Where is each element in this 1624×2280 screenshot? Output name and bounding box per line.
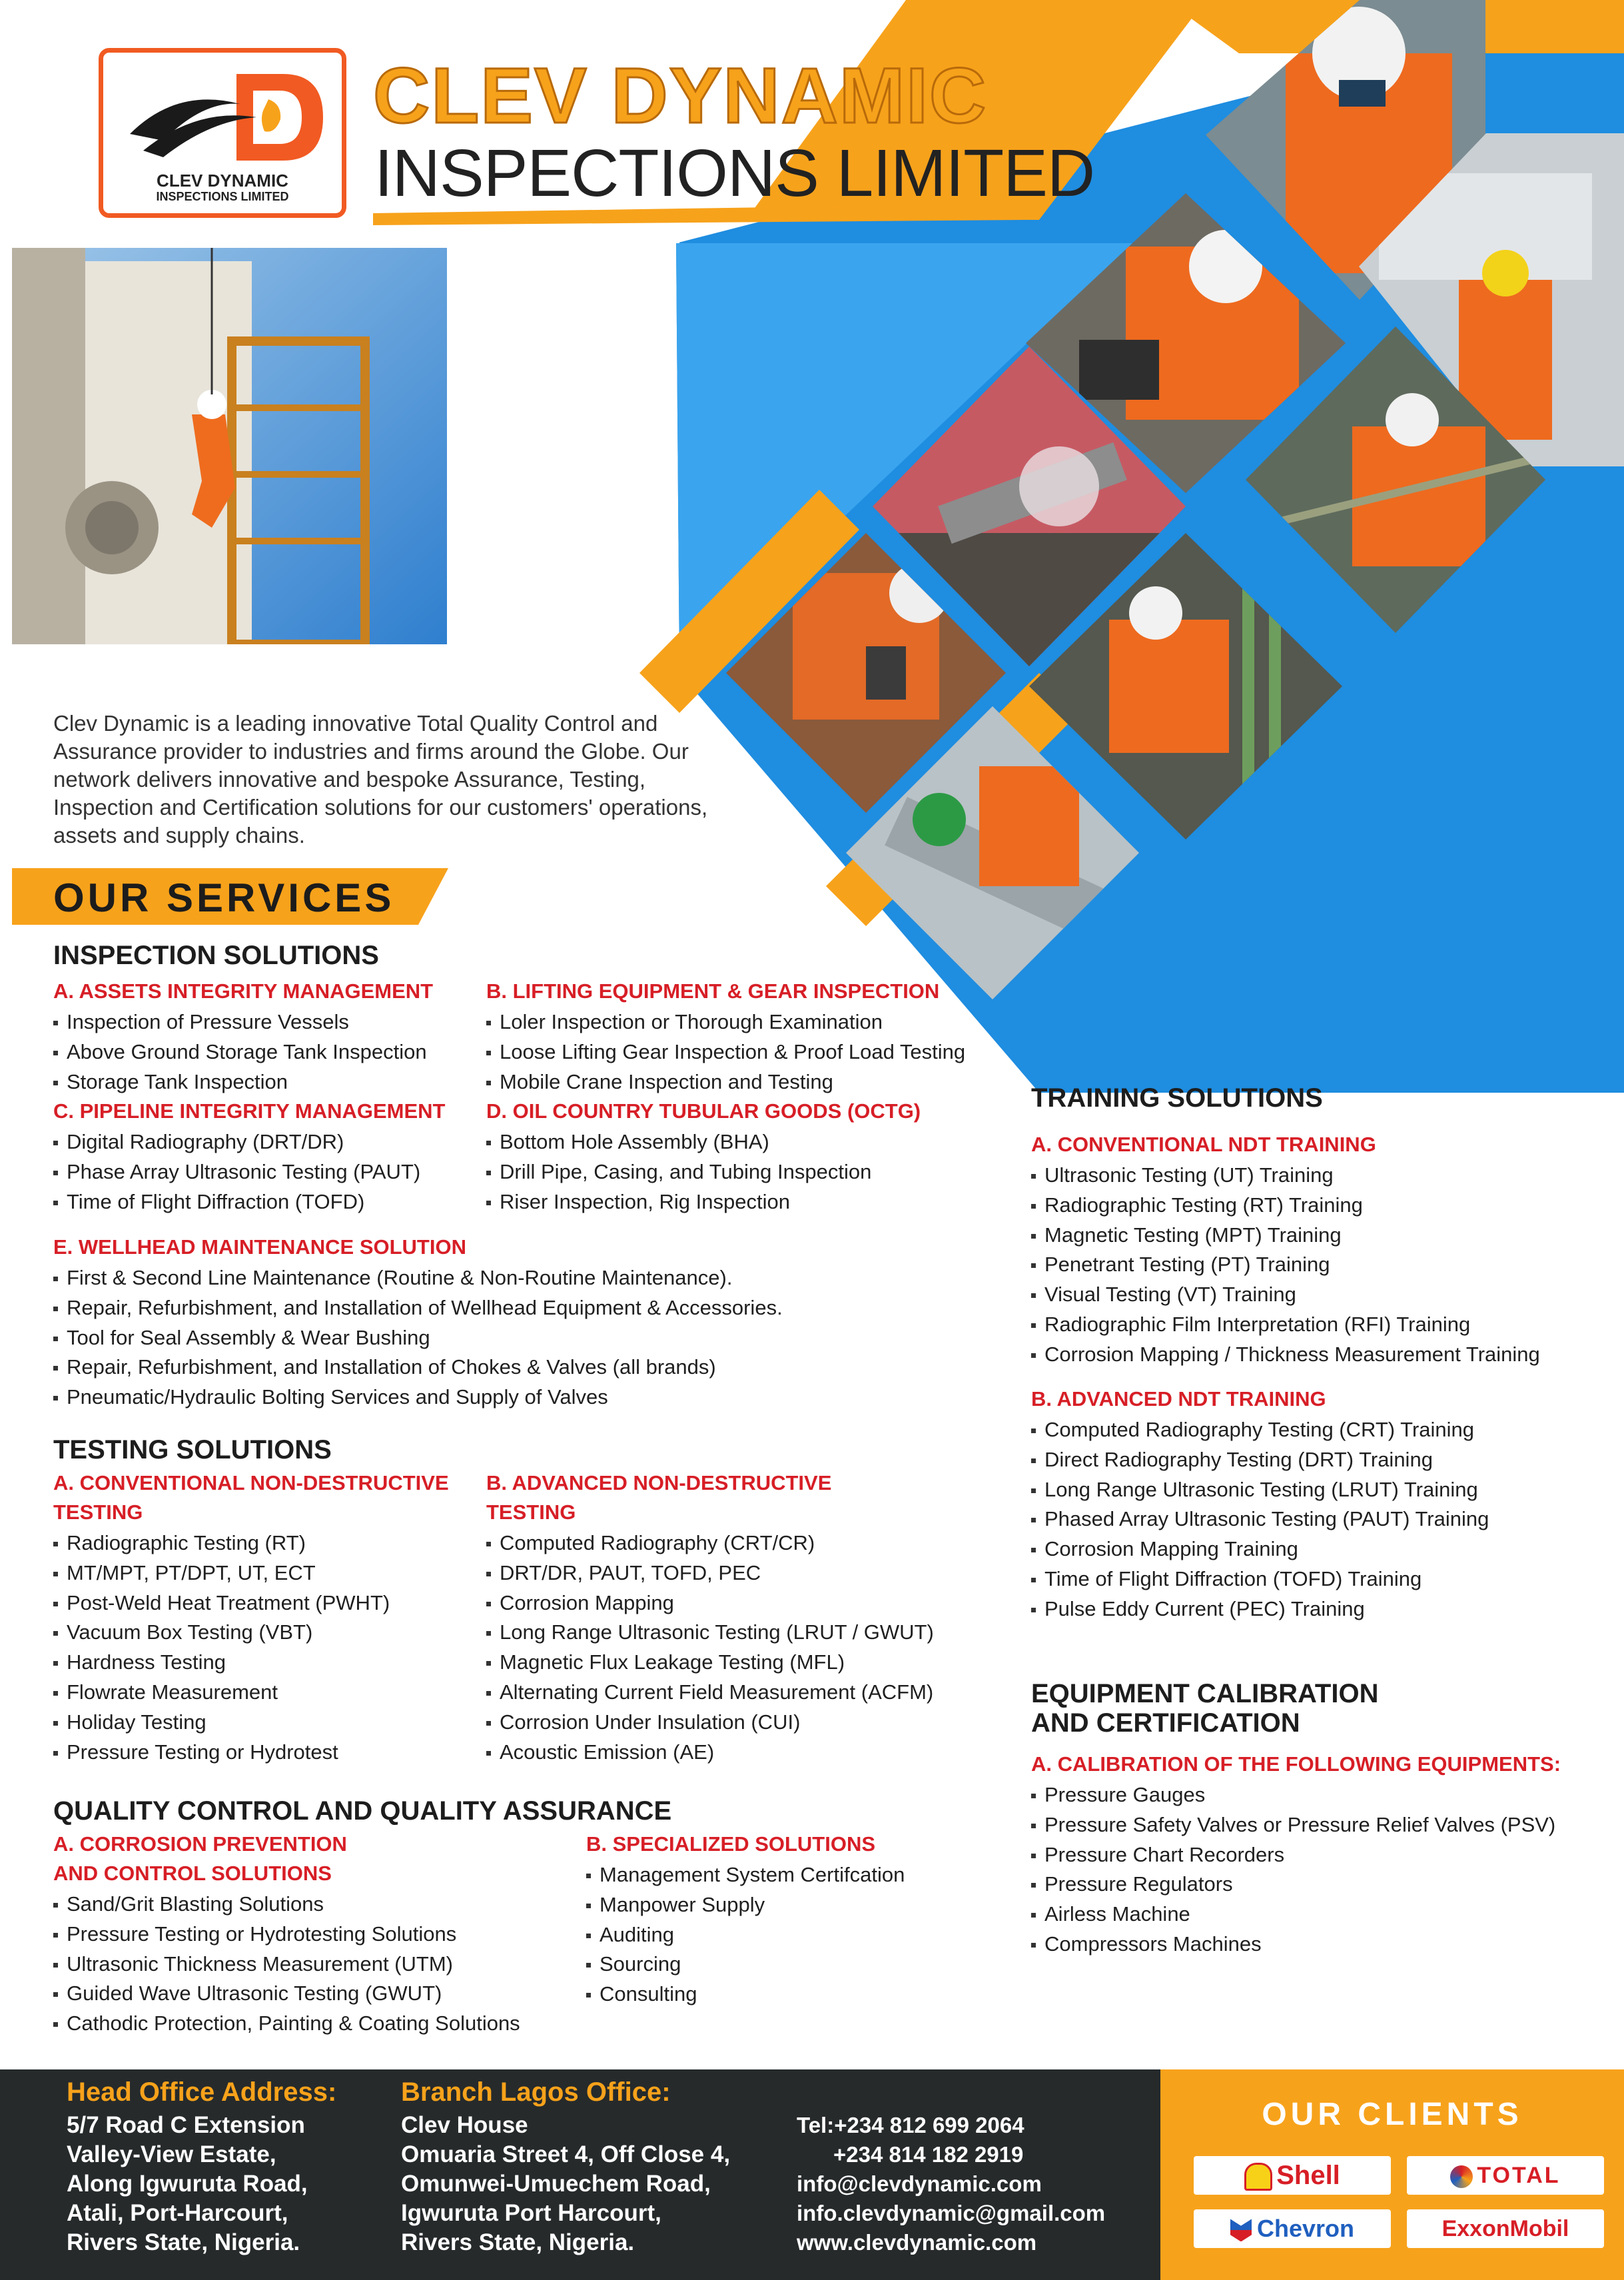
- inspection-c-title: C. PIPELINE INTEGRITY MANAGEMENT: [53, 1099, 446, 1123]
- testing-a-title-line2: TESTING: [53, 1500, 143, 1524]
- client-name-chevron: Chevron: [1256, 2215, 1355, 2242]
- list-item: Pressure Testing or Hydrotesting Solutions: [53, 1920, 520, 1950]
- list-item: Phased Array Ultrasonic Testing (PAUT) Training: [1031, 1504, 1489, 1534]
- logo-emblem-icon: [123, 67, 323, 167]
- inspection-e-title: E. WELLHEAD MAINTENANCE SOLUTION: [53, 1235, 466, 1259]
- list-item: Visual Testing (VT) Training: [1031, 1280, 1540, 1310]
- list-item: Holiday Testing: [53, 1708, 390, 1738]
- testing-a-title: [53, 1468, 449, 1527]
- inspection-b-title: B. LIFTING EQUIPMENT & GEAR INSPECTION: [486, 979, 940, 1003]
- testing-heading: TESTING SOLUTIONS: [53, 1435, 332, 1464]
- list-item: Computed Radiography Testing (CRT) Training: [1031, 1415, 1489, 1445]
- list-item: Above Ground Storage Tank Inspection: [53, 1037, 427, 1067]
- inspection-a-list: [53, 1007, 427, 1097]
- training-a-list: [1031, 1161, 1540, 1370]
- list-item: Pneumatic/Hydraulic Bolting Services and Supply of Valves: [53, 1383, 783, 1413]
- testing-b-title: [486, 1468, 831, 1527]
- list-item: Airless Machine: [1031, 1900, 1555, 1930]
- contact-details: Tel:+234 812 699 2064 +234 814 182 2919 info@clevdynamic.com info.clevdynamic@gmail.com www.clevdynamic.com: [797, 2113, 1106, 2255]
- testing-a-list: [53, 1528, 390, 1767]
- list-item: Post-Weld Heat Treatment (PWHT): [53, 1588, 390, 1618]
- list-item: Pressure Safety Valves or Pressure Relief Valves (PSV): [1031, 1810, 1555, 1840]
- company-logo: [99, 48, 346, 218]
- list-item: Corrosion Mapping / Thickness Measurement Training: [1031, 1340, 1540, 1370]
- list-item: First & Second Line Maintenance (Routine & Non-Routine Maintenance).: [53, 1263, 783, 1293]
- inspection-a-title: A. ASSETS INTEGRITY MANAGEMENT: [53, 979, 434, 1003]
- list-item: Ultrasonic Testing (UT) Training: [1031, 1161, 1540, 1191]
- list-item: Pressure Regulators: [1031, 1870, 1555, 1900]
- list-item: Flowrate Measurement: [53, 1678, 390, 1708]
- training-a-title: A. CONVENTIONAL NDT TRAINING: [1031, 1133, 1376, 1156]
- shell-shell-icon: [1244, 2163, 1272, 2191]
- exxonmobil-logo: [1407, 2209, 1604, 2248]
- calibration-heading: [1031, 1679, 1378, 1738]
- list-item: Phase Array Ultrasonic Testing (PAUT): [53, 1157, 420, 1187]
- list-item: DRT/DR, PAUT, TOFD, PEC: [486, 1558, 934, 1588]
- clients-panel: [1160, 2069, 1624, 2280]
- list-item: Corrosion Mapping Training: [1031, 1534, 1489, 1564]
- list-item: Manpower Supply: [586, 1890, 905, 1920]
- qc-a-title-line2: AND CONTROL SOLUTIONS: [53, 1862, 332, 1885]
- client-name-exxonmobil: ExxonMobil: [1441, 2216, 1569, 2241]
- list-item: Riser Inspection, Rig Inspection: [486, 1187, 871, 1217]
- list-item: Mobile Crane Inspection and Testing: [486, 1067, 965, 1097]
- logo-text-line1: CLEV DYNAMIC: [157, 171, 288, 191]
- list-item: Long Range Ultrasonic Testing (LRUT) Training: [1031, 1475, 1489, 1505]
- list-item: Bottom Hole Assembly (BHA): [486, 1127, 871, 1157]
- qc-a-list: [53, 1890, 520, 2039]
- list-item: Magnetic Flux Leakage Testing (MFL): [486, 1648, 934, 1678]
- list-item: Radiographic Testing (RT) Training: [1031, 1191, 1540, 1221]
- list-item: Loose Lifting Gear Inspection & Proof Load Testing: [486, 1037, 965, 1067]
- intro-paragraph: Clev Dynamic is a leading innovative Total Quality Control and Assurance provider to industries and firms around the Globe. Our network delivers innovative and bespoke Assurance, Testing, Inspection and Certification solutions for our customers' operations, assets and supply chains.: [53, 711, 708, 848]
- calibration-heading-line1: EQUIPMENT CALIBRATION: [1031, 1679, 1379, 1708]
- inspection-c-list: [53, 1127, 420, 1217]
- qc-b-title: B. SPECIALIZED SOLUTIONS: [586, 1832, 876, 1856]
- inspection-b-list: [486, 1007, 965, 1097]
- rope-access-photo: [12, 248, 447, 644]
- total-swirl-icon: [1450, 2165, 1473, 2188]
- logo-wordmark: [103, 173, 342, 205]
- list-item: Direct Radiography Testing (DRT) Training: [1031, 1445, 1489, 1475]
- list-item: Penetrant Testing (PT) Training: [1031, 1250, 1540, 1280]
- list-item: Inspection of Pressure Vessels: [53, 1007, 427, 1037]
- calibration-a-list: [1031, 1780, 1555, 1960]
- testing-b-list: [486, 1528, 934, 1767]
- list-item: Sand/Grit Blasting Solutions: [53, 1890, 520, 1920]
- branch-office-address: Clev House Omuaria Street 4, Off Close 4, Omunwei-Umuechem Road, Igwuruta Port Harcourt, Rivers State, Nigeria.: [401, 2112, 731, 2255]
- list-item: Radiographic Film Interpretation (RFI) Training: [1031, 1310, 1540, 1340]
- list-item: Corrosion Mapping: [486, 1588, 934, 1618]
- training-b-list: [1031, 1415, 1489, 1624]
- list-item: Consulting: [586, 1980, 905, 2009]
- list-item: Storage Tank Inspection: [53, 1067, 427, 1097]
- inspection-heading: INSPECTION SOLUTIONS: [53, 941, 379, 970]
- calibration-a-title: A. CALIBRATION OF THE FOLLOWING EQUIPMENTS:: [1031, 1752, 1561, 1776]
- list-item: Tool for Seal Assembly & Wear Bushing: [53, 1323, 783, 1353]
- list-item: Compressors Machines: [1031, 1930, 1555, 1960]
- list-item: Guided Wave Ultrasonic Testing (GWUT): [53, 1979, 520, 2009]
- list-item: Loler Inspection or Thorough Examination: [486, 1007, 965, 1037]
- services-heading: OUR SERVICES: [53, 875, 395, 920]
- list-item: Pressure Gauges: [1031, 1780, 1555, 1810]
- head-office-label: Head Office Address:: [67, 2077, 337, 2107]
- list-item: Computed Radiography (CRT/CR): [486, 1528, 934, 1558]
- calibration-heading-line2: AND CERTIFICATION: [1031, 1708, 1300, 1738]
- shell-logo: [1194, 2156, 1391, 2195]
- qc-a-title: [53, 1830, 347, 1888]
- list-item: Repair, Refurbishment, and Installation of Chokes & Valves (all brands): [53, 1353, 783, 1383]
- testing-a-title-line1: A. CONVENTIONAL NON-DESTRUCTIVE: [53, 1471, 449, 1494]
- training-b-title: B. ADVANCED NDT TRAINING: [1031, 1387, 1326, 1411]
- clients-title: OUR CLIENTS: [1262, 2097, 1523, 2132]
- inspection-d-list: [486, 1127, 871, 1217]
- list-item: Hardness Testing: [53, 1648, 390, 1678]
- list-item: Vacuum Box Testing (VBT): [53, 1618, 390, 1648]
- qc-heading: QUALITY CONTROL AND QUALITY ASSURANCE: [53, 1796, 672, 1826]
- list-item: Acoustic Emission (AE): [486, 1738, 934, 1768]
- client-name-total: TOTAL: [1477, 2163, 1561, 2188]
- brand-title: CLEV DYNAMIC: [373, 52, 988, 140]
- list-item: Sourcing: [586, 1950, 905, 1980]
- testing-b-title-line1: B. ADVANCED NON-DESTRUCTIVE: [486, 1471, 832, 1494]
- list-item: Pressure Testing or Hydrotest: [53, 1738, 390, 1768]
- list-item: Pressure Chart Recorders: [1031, 1840, 1555, 1870]
- list-item: MT/MPT, PT/DPT, UT, ECT: [53, 1558, 390, 1588]
- list-item: Repair, Refurbishment, and Installation of Wellhead Equipment & Accessories.: [53, 1293, 783, 1323]
- inspection-d-title: D. OIL COUNTRY TUBULAR GOODS (OCTG): [486, 1099, 921, 1123]
- list-item: Digital Radiography (DRT/DR): [53, 1127, 420, 1157]
- list-item: Long Range Ultrasonic Testing (LRUT / GWUT): [486, 1618, 934, 1648]
- list-item: Cathodic Protection, Painting & Coating Solutions: [53, 2009, 520, 2039]
- list-item: Time of Flight Diffraction (TOFD): [53, 1187, 420, 1217]
- chevron-logo: [1194, 2209, 1391, 2248]
- qc-b-list: [586, 1860, 905, 2009]
- services-banner: [12, 868, 448, 925]
- inspection-e-list: [53, 1263, 783, 1413]
- list-item: Drill Pipe, Casing, and Tubing Inspection: [486, 1157, 871, 1187]
- list-item: Corrosion Under Insulation (CUI): [486, 1708, 934, 1738]
- list-item: Pulse Eddy Current (PEC) Training: [1031, 1594, 1489, 1624]
- list-item: Magnetic Testing (MPT) Training: [1031, 1221, 1540, 1251]
- branch-office-label: Branch Lagos Office:: [401, 2077, 671, 2107]
- list-item: Management System Certifcation: [586, 1860, 905, 1890]
- chevron-mark-icon: [1230, 2219, 1252, 2241]
- head-office-address: 5/7 Road C Extension Valley-View Estate, Along Igwuruta Road, Atali, Port-Harcourt, Rivers State, Nigeria.: [67, 2112, 308, 2255]
- total-logo: [1407, 2156, 1604, 2195]
- list-item: Radiographic Testing (RT): [53, 1528, 390, 1558]
- list-item: Alternating Current Field Measurement (ACFM): [486, 1678, 934, 1708]
- training-heading: TRAINING SOLUTIONS: [1031, 1083, 1323, 1113]
- list-item: Time of Flight Diffraction (TOFD) Training: [1031, 1564, 1489, 1594]
- client-name-shell: Shell: [1276, 2161, 1340, 2190]
- logo-text-line2: INSPECTIONS LIMITED: [156, 190, 289, 203]
- brand-subtitle: INSPECTIONS LIMITED: [374, 136, 1095, 211]
- list-item: Ultrasonic Thickness Measurement (UTM): [53, 1950, 520, 1980]
- qc-a-title-line1: A. CORROSION PREVENTION: [53, 1832, 347, 1856]
- testing-b-title-line2: TESTING: [486, 1500, 576, 1524]
- list-item: Auditing: [586, 1920, 905, 1950]
